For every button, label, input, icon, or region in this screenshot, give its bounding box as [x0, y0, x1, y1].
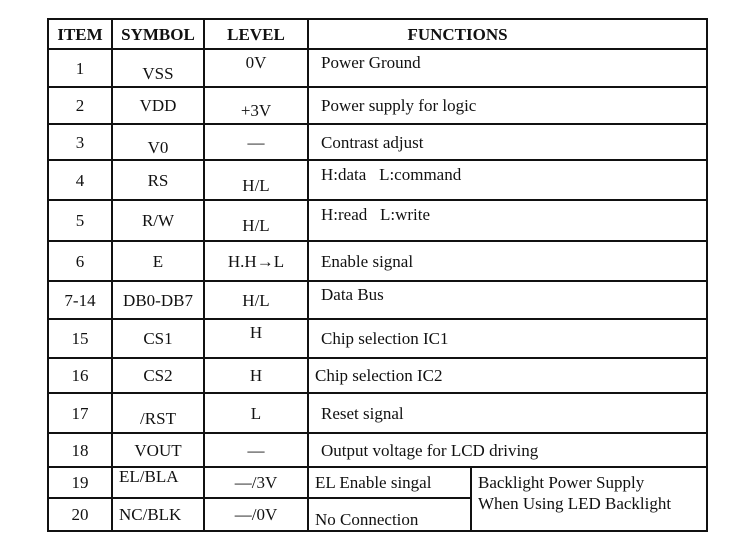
function-cell: Reset signal: [308, 393, 707, 433]
table-row: [48, 467, 707, 498]
symbol-cell: E: [112, 241, 204, 281]
symbol-cell: DB0-DB7: [112, 281, 204, 319]
function-cell: [308, 160, 707, 200]
item-cell: 17: [48, 393, 112, 433]
function-cell: Power supply for logic: [308, 87, 707, 124]
symbol-text: /RST: [140, 408, 176, 428]
level-cell: H: [204, 358, 308, 393]
level-cell: —: [204, 433, 308, 467]
level-cell: [204, 160, 308, 200]
table-row: [48, 160, 707, 200]
symbol-text: VSS: [142, 63, 174, 83]
item-cell: 2: [48, 87, 112, 124]
function-text: H:read L:write: [321, 205, 431, 224]
pin-function-table: [47, 18, 708, 532]
item-cell: 16: [48, 358, 112, 393]
level-cell: L: [204, 393, 308, 433]
table-row: [48, 433, 707, 467]
level-cell: H.H→L: [204, 241, 308, 281]
symbol-cell: [112, 467, 204, 498]
symbol-cell: [112, 49, 204, 87]
function-cell: [308, 200, 707, 241]
level-text: H/L: [242, 216, 270, 235]
item-cell: 1: [48, 49, 112, 87]
item-cell: 4: [48, 160, 112, 200]
function-cell: Chip selection IC1: [308, 319, 707, 358]
function-text: No Connection: [315, 510, 419, 529]
function-cell: Enable signal: [308, 241, 707, 281]
header-functions: FUNCTIONS: [308, 19, 707, 49]
level-cell: H/L: [204, 281, 308, 319]
item-cell: 7-14: [48, 281, 112, 319]
level-text: H: [249, 323, 263, 342]
backlight-note-line2: When Using LED Backlight: [478, 494, 672, 513]
header-symbol: SYMBOL: [112, 19, 204, 49]
function-cell: Contrast adjust: [308, 124, 707, 160]
symbol-cell: VOUT: [112, 433, 204, 467]
item-cell: 20: [48, 498, 112, 531]
table-row: [48, 281, 707, 319]
symbol-cell: CS2: [112, 358, 204, 393]
level-cell: —: [204, 124, 308, 160]
table-row: [48, 393, 707, 433]
symbol-text: EL/BLA: [119, 467, 179, 486]
function-cell: Output voltage for LCD driving: [308, 433, 707, 467]
table-row: [48, 358, 707, 393]
item-cell: 18: [48, 433, 112, 467]
symbol-cell: RS: [112, 160, 204, 200]
symbol-cell: R/W: [112, 200, 204, 241]
item-cell: 15: [48, 319, 112, 358]
item-cell: 19: [48, 467, 112, 498]
level-text: 0V: [245, 52, 267, 72]
function-text: H:data L:command: [321, 164, 462, 184]
table-row: [48, 87, 707, 124]
symbol-cell: CS1: [112, 319, 204, 358]
level-cell: [204, 49, 308, 87]
symbol-cell: NC/BLK: [112, 498, 204, 531]
table-row: [48, 241, 707, 281]
level-cell: —/0V: [204, 498, 308, 531]
item-cell: 5: [48, 200, 112, 241]
header-item: ITEM: [48, 19, 112, 49]
header-row: [48, 19, 707, 49]
level-cell: [204, 87, 308, 124]
backlight-note-cell: [471, 467, 707, 531]
level-text: +3V: [240, 101, 272, 120]
backlight-note-line1: Backlight Power Supply: [478, 473, 645, 492]
table-row: [48, 319, 707, 358]
symbol-cell: [112, 124, 204, 160]
function-text: Power Ground: [321, 52, 421, 72]
level-cell: [204, 319, 308, 358]
function-cell: [308, 498, 471, 531]
function-cell: Chip selection IC2: [308, 358, 707, 393]
function-cell: [308, 281, 707, 319]
item-cell: 3: [48, 124, 112, 160]
table-row: [48, 200, 707, 241]
table-row: [48, 49, 707, 87]
level-cell: [204, 200, 308, 241]
function-cell: EL Enable singal: [308, 467, 471, 498]
symbol-text: V0: [147, 137, 169, 157]
symbol-cell: [112, 393, 204, 433]
header-level: LEVEL: [204, 19, 308, 49]
symbol-cell: VDD: [112, 87, 204, 124]
function-text: Data Bus: [321, 284, 384, 304]
table-row: [48, 124, 707, 160]
function-cell: [308, 49, 707, 87]
level-text: H/L: [242, 175, 270, 195]
item-cell: 6: [48, 241, 112, 281]
level-cell: —/3V: [204, 467, 308, 498]
